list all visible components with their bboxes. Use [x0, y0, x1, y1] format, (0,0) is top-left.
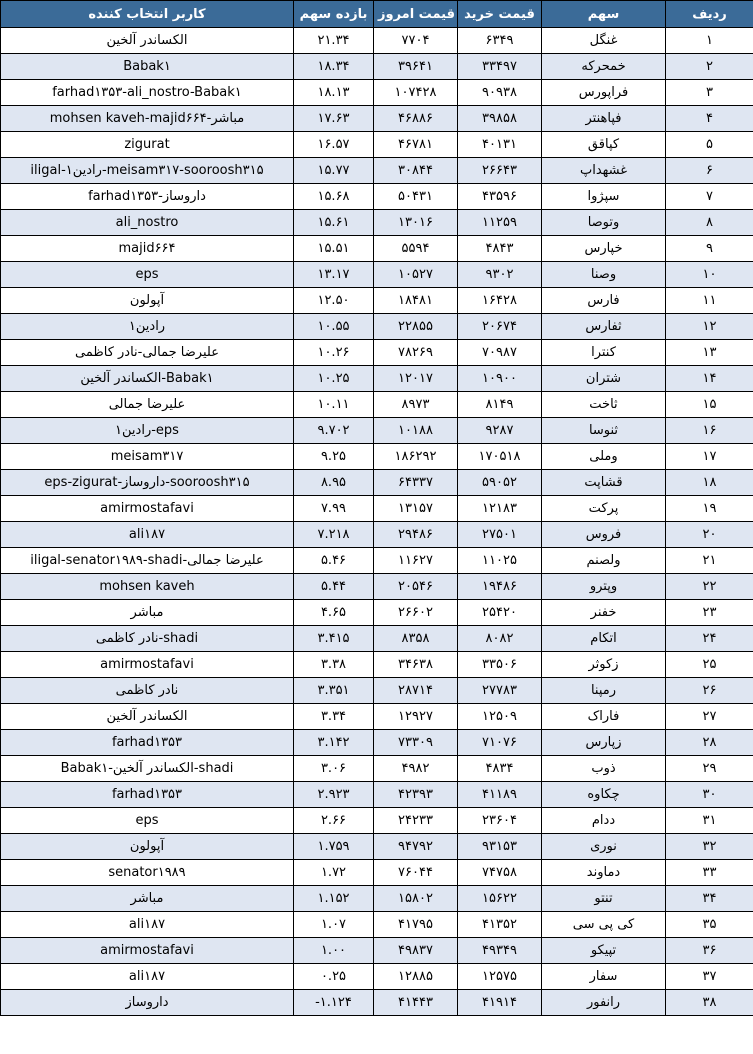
table-row: [1, 340, 753, 366]
header-stock: سهم: [542, 1, 666, 28]
row-number-cell: ۹: [666, 236, 753, 262]
row-number-cell: ۱۰: [666, 262, 753, 288]
stock-cell: زپارس: [542, 730, 666, 756]
stock-cell: خمحرکه: [542, 54, 666, 80]
table-row: [1, 730, 753, 756]
today-price-cell: ۲۸۷۱۴: [374, 678, 458, 704]
today-price-cell: ۱۲۸۸۵: [374, 964, 458, 990]
picker-cell: amirmostafavi: [1, 496, 294, 522]
return-cell: ۰.۲۵: [294, 964, 374, 990]
stock-cell: وصنا: [542, 262, 666, 288]
row-number-cell: ۸: [666, 210, 753, 236]
row-number-cell: ۳۰: [666, 782, 753, 808]
row-number-cell: ۲: [666, 54, 753, 80]
row-number-cell: ۳۷: [666, 964, 753, 990]
picker-cell: رادین۱: [1, 314, 294, 340]
row-number-cell: ۱۴: [666, 366, 753, 392]
stock-cell: فروس: [542, 522, 666, 548]
buy-price-cell: ۲۳۶۰۴: [458, 808, 542, 834]
buy-price-cell: ۲۰۶۷۴: [458, 314, 542, 340]
row-number-cell: ۱۲: [666, 314, 753, 340]
table-row: [1, 834, 753, 860]
table-row: [1, 496, 753, 522]
buy-price-cell: ۲۷۵۰۱: [458, 522, 542, 548]
row-number-cell: ۱۶: [666, 418, 753, 444]
buy-price-cell: ۴۱۹۱۴: [458, 990, 542, 1016]
table-row: [1, 392, 753, 418]
buy-price-cell: ۹۰۹۳۸: [458, 80, 542, 106]
buy-price-cell: ۷۱۰۷۶: [458, 730, 542, 756]
row-number-cell: ۲۹: [666, 756, 753, 782]
picker-cell: علیرضا جمالی-نادر کاظمی: [1, 340, 294, 366]
row-number-cell: ۳: [666, 80, 753, 106]
stock-cell: وپترو: [542, 574, 666, 600]
row-number-cell: ۳۸: [666, 990, 753, 1016]
buy-price-cell: ۹۳۱۵۳: [458, 834, 542, 860]
today-price-cell: ۹۴۷۹۲: [374, 834, 458, 860]
buy-price-cell: ۴۹۳۴۹: [458, 938, 542, 964]
today-price-cell: ۱۰۵۲۷: [374, 262, 458, 288]
today-price-cell: ۱۳۰۱۶: [374, 210, 458, 236]
stock-cell: ددام: [542, 808, 666, 834]
buy-price-cell: ۱۰۹۰۰: [458, 366, 542, 392]
stock-cell: دماوند: [542, 860, 666, 886]
today-price-cell: ۴۹۸۲: [374, 756, 458, 782]
buy-price-cell: ۷۰۹۸۷: [458, 340, 542, 366]
buy-price-cell: ۱۲۵۰۹: [458, 704, 542, 730]
buy-price-cell: ۴۱۳۵۲: [458, 912, 542, 938]
stock-cell: ثنوسا: [542, 418, 666, 444]
today-price-cell: ۷۳۳۰۹: [374, 730, 458, 756]
header-row: [1, 1, 753, 28]
picker-cell: amirmostafavi: [1, 938, 294, 964]
picker-cell: Babak۱: [1, 54, 294, 80]
row-number-cell: ۱۸: [666, 470, 753, 496]
return-cell: ۲.۹۲۳: [294, 782, 374, 808]
table-row: [1, 912, 753, 938]
table-row: [1, 184, 753, 210]
table-row: [1, 678, 753, 704]
row-number-cell: ۲۲: [666, 574, 753, 600]
header-picker: کاربر انتخاب کننده: [1, 1, 294, 28]
row-number-cell: ۳۶: [666, 938, 753, 964]
picker-cell: zigurat: [1, 132, 294, 158]
today-price-cell: ۴۱۷۹۵: [374, 912, 458, 938]
stock-cell: زکوثر: [542, 652, 666, 678]
picker-cell: آپولون: [1, 834, 294, 860]
return-cell: ۳.۳۴: [294, 704, 374, 730]
today-price-cell: ۸۹۷۳: [374, 392, 458, 418]
return-cell: ۳.۳۸: [294, 652, 374, 678]
stock-cell: سفار: [542, 964, 666, 990]
buy-price-cell: ۲۶۶۴۳: [458, 158, 542, 184]
table-row: [1, 236, 753, 262]
today-price-cell: ۱۲۹۲۷: [374, 704, 458, 730]
return-cell: ۱۰.۱۱: [294, 392, 374, 418]
table-row: [1, 886, 753, 912]
return-cell: ۱۰.۲۶: [294, 340, 374, 366]
row-number-cell: ۴: [666, 106, 753, 132]
stock-cell: وتوصا: [542, 210, 666, 236]
stock-cell: کی پی سی: [542, 912, 666, 938]
row-number-cell: ۳۵: [666, 912, 753, 938]
today-price-cell: ۴۲۳۹۳: [374, 782, 458, 808]
row-number-cell: ۲۰: [666, 522, 753, 548]
return-cell: ۱۵.۵۱: [294, 236, 374, 262]
stock-cell: غشهداپ: [542, 158, 666, 184]
row-number-cell: ۲۱: [666, 548, 753, 574]
return-cell: ۱۸.۱۳: [294, 80, 374, 106]
picker-cell: ali۱۸۷: [1, 912, 294, 938]
buy-price-cell: ۴۸۳۴: [458, 756, 542, 782]
today-price-cell: ۱۲۰۱۷: [374, 366, 458, 392]
row-number-cell: ۳۲: [666, 834, 753, 860]
buy-price-cell: ۴۸۴۳: [458, 236, 542, 262]
buy-price-cell: ۹۳۰۲: [458, 262, 542, 288]
stock-cell: سپژوا: [542, 184, 666, 210]
buy-price-cell: ۴۰۱۳۱: [458, 132, 542, 158]
table-row: [1, 470, 753, 496]
stock-cell: غنگل: [542, 28, 666, 54]
row-number-cell: ۲۴: [666, 626, 753, 652]
buy-price-cell: ۱۲۱۸۳: [458, 496, 542, 522]
table-row: [1, 860, 753, 886]
return-cell: ۹.۲۵: [294, 444, 374, 470]
today-price-cell: ۲۲۸۵۵: [374, 314, 458, 340]
row-number-cell: ۲۸: [666, 730, 753, 756]
row-number-cell: ۳۴: [666, 886, 753, 912]
header-today-price: قیمت امروز: [374, 1, 458, 28]
today-price-cell: ۱۱۶۲۷: [374, 548, 458, 574]
table-row: [1, 704, 753, 730]
stock-cell: رمپنا: [542, 678, 666, 704]
table-row: [1, 262, 753, 288]
buy-price-cell: ۸۱۴۹: [458, 392, 542, 418]
today-price-cell: ۵۵۹۴: [374, 236, 458, 262]
buy-price-cell: ۴۱۱۸۹: [458, 782, 542, 808]
return-cell: ۷.۹۹: [294, 496, 374, 522]
table-row: [1, 80, 753, 106]
table-row: [1, 210, 753, 236]
table-row: [1, 158, 753, 184]
row-number-cell: ۱۷: [666, 444, 753, 470]
picker-cell: رادین۱-eps: [1, 418, 294, 444]
picker-cell: amirmostafavi: [1, 652, 294, 678]
stock-cell: چکاوه: [542, 782, 666, 808]
picker-cell: الکساندر آلخین: [1, 704, 294, 730]
today-price-cell: ۷۶۰۴۴: [374, 860, 458, 886]
picker-cell: majid۶۶۴: [1, 236, 294, 262]
buy-price-cell: ۱۶۴۲۸: [458, 288, 542, 314]
return-cell: ۴.۶۵: [294, 600, 374, 626]
picker-cell: الکساندر آلخین-Babak۱: [1, 366, 294, 392]
return-cell: ۱.۰۷: [294, 912, 374, 938]
today-price-cell: ۷۸۲۶۹: [374, 340, 458, 366]
stock-cell: کپاقق: [542, 132, 666, 158]
row-number-cell: ۱۵: [666, 392, 753, 418]
picker-cell: farhad۱۳۵۳-داروساز: [1, 184, 294, 210]
stock-cell: فارس: [542, 288, 666, 314]
buy-price-cell: ۶۳۴۹: [458, 28, 542, 54]
stock-cell: ذوب: [542, 756, 666, 782]
picker-cell: iligal-senator۱۹۸۹-shadi-علیرضا جمالی: [1, 548, 294, 574]
today-price-cell: ۳۰۸۴۴: [374, 158, 458, 184]
return-cell: ۳.۱۴۲: [294, 730, 374, 756]
picker-cell: senator۱۹۸۹: [1, 860, 294, 886]
stock-cell: ثفارس: [542, 314, 666, 340]
return-cell: ۹.۷۰۲: [294, 418, 374, 444]
stock-cell: وملی: [542, 444, 666, 470]
buy-price-cell: ۵۹۰۵۲: [458, 470, 542, 496]
stock-cell: خپارس: [542, 236, 666, 262]
table-row: [1, 990, 753, 1016]
buy-price-cell: ۱۹۴۸۶: [458, 574, 542, 600]
picker-cell: farhad۱۳۵۳: [1, 782, 294, 808]
return-cell: ۷.۲۱۸: [294, 522, 374, 548]
picker-cell: مباشر: [1, 886, 294, 912]
picker-cell: Babak۱-الکساندر آلخین-shadi: [1, 756, 294, 782]
stock-cell: فاراک: [542, 704, 666, 730]
today-price-cell: ۲۹۴۸۶: [374, 522, 458, 548]
picker-cell: نادر کاظمی: [1, 678, 294, 704]
table-row: [1, 366, 753, 392]
table-row: [1, 782, 753, 808]
row-number-cell: ۷: [666, 184, 753, 210]
row-number-cell: ۵: [666, 132, 753, 158]
today-price-cell: ۵۰۴۳۱: [374, 184, 458, 210]
return-cell: -۱.۱۲۴: [294, 990, 374, 1016]
return-cell: ۱۰.۲۵: [294, 366, 374, 392]
row-number-cell: ۳۳: [666, 860, 753, 886]
today-price-cell: ۱۳۱۵۷: [374, 496, 458, 522]
today-price-cell: ۲۶۶۰۲: [374, 600, 458, 626]
buy-price-cell: ۳۹۸۵۸: [458, 106, 542, 132]
table-row: [1, 626, 753, 652]
return-cell: ۱.۱۵۲: [294, 886, 374, 912]
table-row: [1, 938, 753, 964]
row-number-cell: ۶: [666, 158, 753, 184]
table-row: [1, 522, 753, 548]
stock-cell: ولصنم: [542, 548, 666, 574]
today-price-cell: ۲۴۲۳۳: [374, 808, 458, 834]
table-row: [1, 652, 753, 678]
return-cell: ۸.۹۵: [294, 470, 374, 496]
stock-cell: خفنر: [542, 600, 666, 626]
table-row: [1, 548, 753, 574]
return-cell: ۱۳.۱۷: [294, 262, 374, 288]
buy-price-cell: ۲۵۴۲۰: [458, 600, 542, 626]
buy-price-cell: ۲۷۷۸۳: [458, 678, 542, 704]
return-cell: ۳.۴۱۵: [294, 626, 374, 652]
picker-cell: iligal-رادین۱-meisam۳۱۷-sooroosh۳۱۵: [1, 158, 294, 184]
today-price-cell: ۷۷۰۴: [374, 28, 458, 54]
picker-cell: ali_nostro: [1, 210, 294, 236]
row-number-cell: ۱: [666, 28, 753, 54]
row-number-cell: ۲۵: [666, 652, 753, 678]
buy-price-cell: ۱۵۶۲۲: [458, 886, 542, 912]
picker-cell: meisam۳۱۷: [1, 444, 294, 470]
picker-cell: الکساندر آلخین: [1, 28, 294, 54]
stock-cell: فراپورس: [542, 80, 666, 106]
return-cell: ۱۰.۵۵: [294, 314, 374, 340]
today-price-cell: ۱۸۴۸۱: [374, 288, 458, 314]
table-row: [1, 418, 753, 444]
table-row: [1, 574, 753, 600]
today-price-cell: ۳۴۶۳۸: [374, 652, 458, 678]
picker-cell: ali۱۸۷: [1, 522, 294, 548]
return-cell: ۵.۴۶: [294, 548, 374, 574]
row-number-cell: ۱۹: [666, 496, 753, 522]
buy-price-cell: ۱۲۵۷۵: [458, 964, 542, 990]
picker-cell: eps: [1, 262, 294, 288]
picker-cell: farhad۱۳۵۳: [1, 730, 294, 756]
today-price-cell: ۸۳۵۸: [374, 626, 458, 652]
stock-cell: تپیکو: [542, 938, 666, 964]
table-row: [1, 964, 753, 990]
buy-price-cell: ۷۴۷۵۸: [458, 860, 542, 886]
return-cell: ۱.۷۵۹: [294, 834, 374, 860]
return-cell: ۱۷.۶۳: [294, 106, 374, 132]
table-row: [1, 756, 753, 782]
picker-cell: eps-zigurat-داروساز-sooroosh۳۱۵: [1, 470, 294, 496]
return-cell: ۱۵.۶۸: [294, 184, 374, 210]
buy-price-cell: ۳۳۴۹۷: [458, 54, 542, 80]
today-price-cell: ۴۱۴۴۳: [374, 990, 458, 1016]
return-cell: ۲۱.۳۴: [294, 28, 374, 54]
today-price-cell: ۴۶۷۸۱: [374, 132, 458, 158]
picker-cell: mohsen kaveh: [1, 574, 294, 600]
stock-cell: تنتو: [542, 886, 666, 912]
header-row-number: ردیف: [666, 1, 753, 28]
today-price-cell: ۱۸۶۲۹۲: [374, 444, 458, 470]
today-price-cell: ۳۹۶۴۱: [374, 54, 458, 80]
stock-cell: اتکام: [542, 626, 666, 652]
buy-price-cell: ۱۱۲۵۹: [458, 210, 542, 236]
picker-cell: داروساز: [1, 990, 294, 1016]
return-cell: ۵.۴۴: [294, 574, 374, 600]
header-buy-price: قیمت خرید: [458, 1, 542, 28]
table-row: [1, 132, 753, 158]
stock-cell: فپاهنتر: [542, 106, 666, 132]
stock-cell: قشاپت: [542, 470, 666, 496]
picker-cell: eps: [1, 808, 294, 834]
stock-cell: شتران: [542, 366, 666, 392]
picker-cell: علیرضا جمالی: [1, 392, 294, 418]
today-price-cell: ۱۵۸۰۲: [374, 886, 458, 912]
today-price-cell: ۴۹۸۳۷: [374, 938, 458, 964]
picker-cell: ali۱۸۷: [1, 964, 294, 990]
stock-cell: ثاخت: [542, 392, 666, 418]
table-row: [1, 106, 753, 132]
return-cell: ۱.۰۰: [294, 938, 374, 964]
today-price-cell: ۲۰۵۴۶: [374, 574, 458, 600]
return-cell: ۳.۳۵۱: [294, 678, 374, 704]
buy-price-cell: ۳۳۵۰۶: [458, 652, 542, 678]
return-cell: ۲.۶۶: [294, 808, 374, 834]
table-row: [1, 28, 753, 54]
return-cell: ۱۶.۵۷: [294, 132, 374, 158]
stock-cell: کنترا: [542, 340, 666, 366]
table-body: [1, 28, 753, 1016]
picker-cell: mohsen kaveh-majid۶۶۴-مباشر: [1, 106, 294, 132]
picker-cell: farhad۱۳۵۳-ali_nostro-Babak۱: [1, 80, 294, 106]
return-cell: ۱۵.۶۱: [294, 210, 374, 236]
row-number-cell: ۱۱: [666, 288, 753, 314]
row-number-cell: ۲۷: [666, 704, 753, 730]
table-row: [1, 288, 753, 314]
picker-cell: نادر کاظمی-shadi: [1, 626, 294, 652]
table-row: [1, 600, 753, 626]
today-price-cell: ۱۰۷۴۲۸: [374, 80, 458, 106]
picker-cell: مباشر: [1, 600, 294, 626]
stock-cell: رانفور: [542, 990, 666, 1016]
row-number-cell: ۳۱: [666, 808, 753, 834]
today-price-cell: ۱۰۱۸۸: [374, 418, 458, 444]
row-number-cell: ۲۳: [666, 600, 753, 626]
return-cell: ۱۲.۵۰: [294, 288, 374, 314]
table-row: [1, 54, 753, 80]
header-return: بازده سهم: [294, 1, 374, 28]
buy-price-cell: ۱۷۰۵۱۸: [458, 444, 542, 470]
buy-price-cell: ۸۰۸۲: [458, 626, 542, 652]
return-cell: ۳.۰۶: [294, 756, 374, 782]
table-row: [1, 808, 753, 834]
stock-cell: نوری: [542, 834, 666, 860]
buy-price-cell: ۹۲۸۷: [458, 418, 542, 444]
return-cell: ۱۵.۷۷: [294, 158, 374, 184]
return-cell: ۱.۷۲: [294, 860, 374, 886]
buy-price-cell: ۱۱۰۲۵: [458, 548, 542, 574]
today-price-cell: ۴۶۸۸۶: [374, 106, 458, 132]
stock-cell: پرکت: [542, 496, 666, 522]
table-row: [1, 314, 753, 340]
today-price-cell: ۶۴۳۳۷: [374, 470, 458, 496]
buy-price-cell: ۴۳۵۹۶: [458, 184, 542, 210]
return-cell: ۱۸.۳۴: [294, 54, 374, 80]
table-row: [1, 444, 753, 470]
row-number-cell: ۱۳: [666, 340, 753, 366]
picker-cell: آپولون: [1, 288, 294, 314]
row-number-cell: ۲۶: [666, 678, 753, 704]
